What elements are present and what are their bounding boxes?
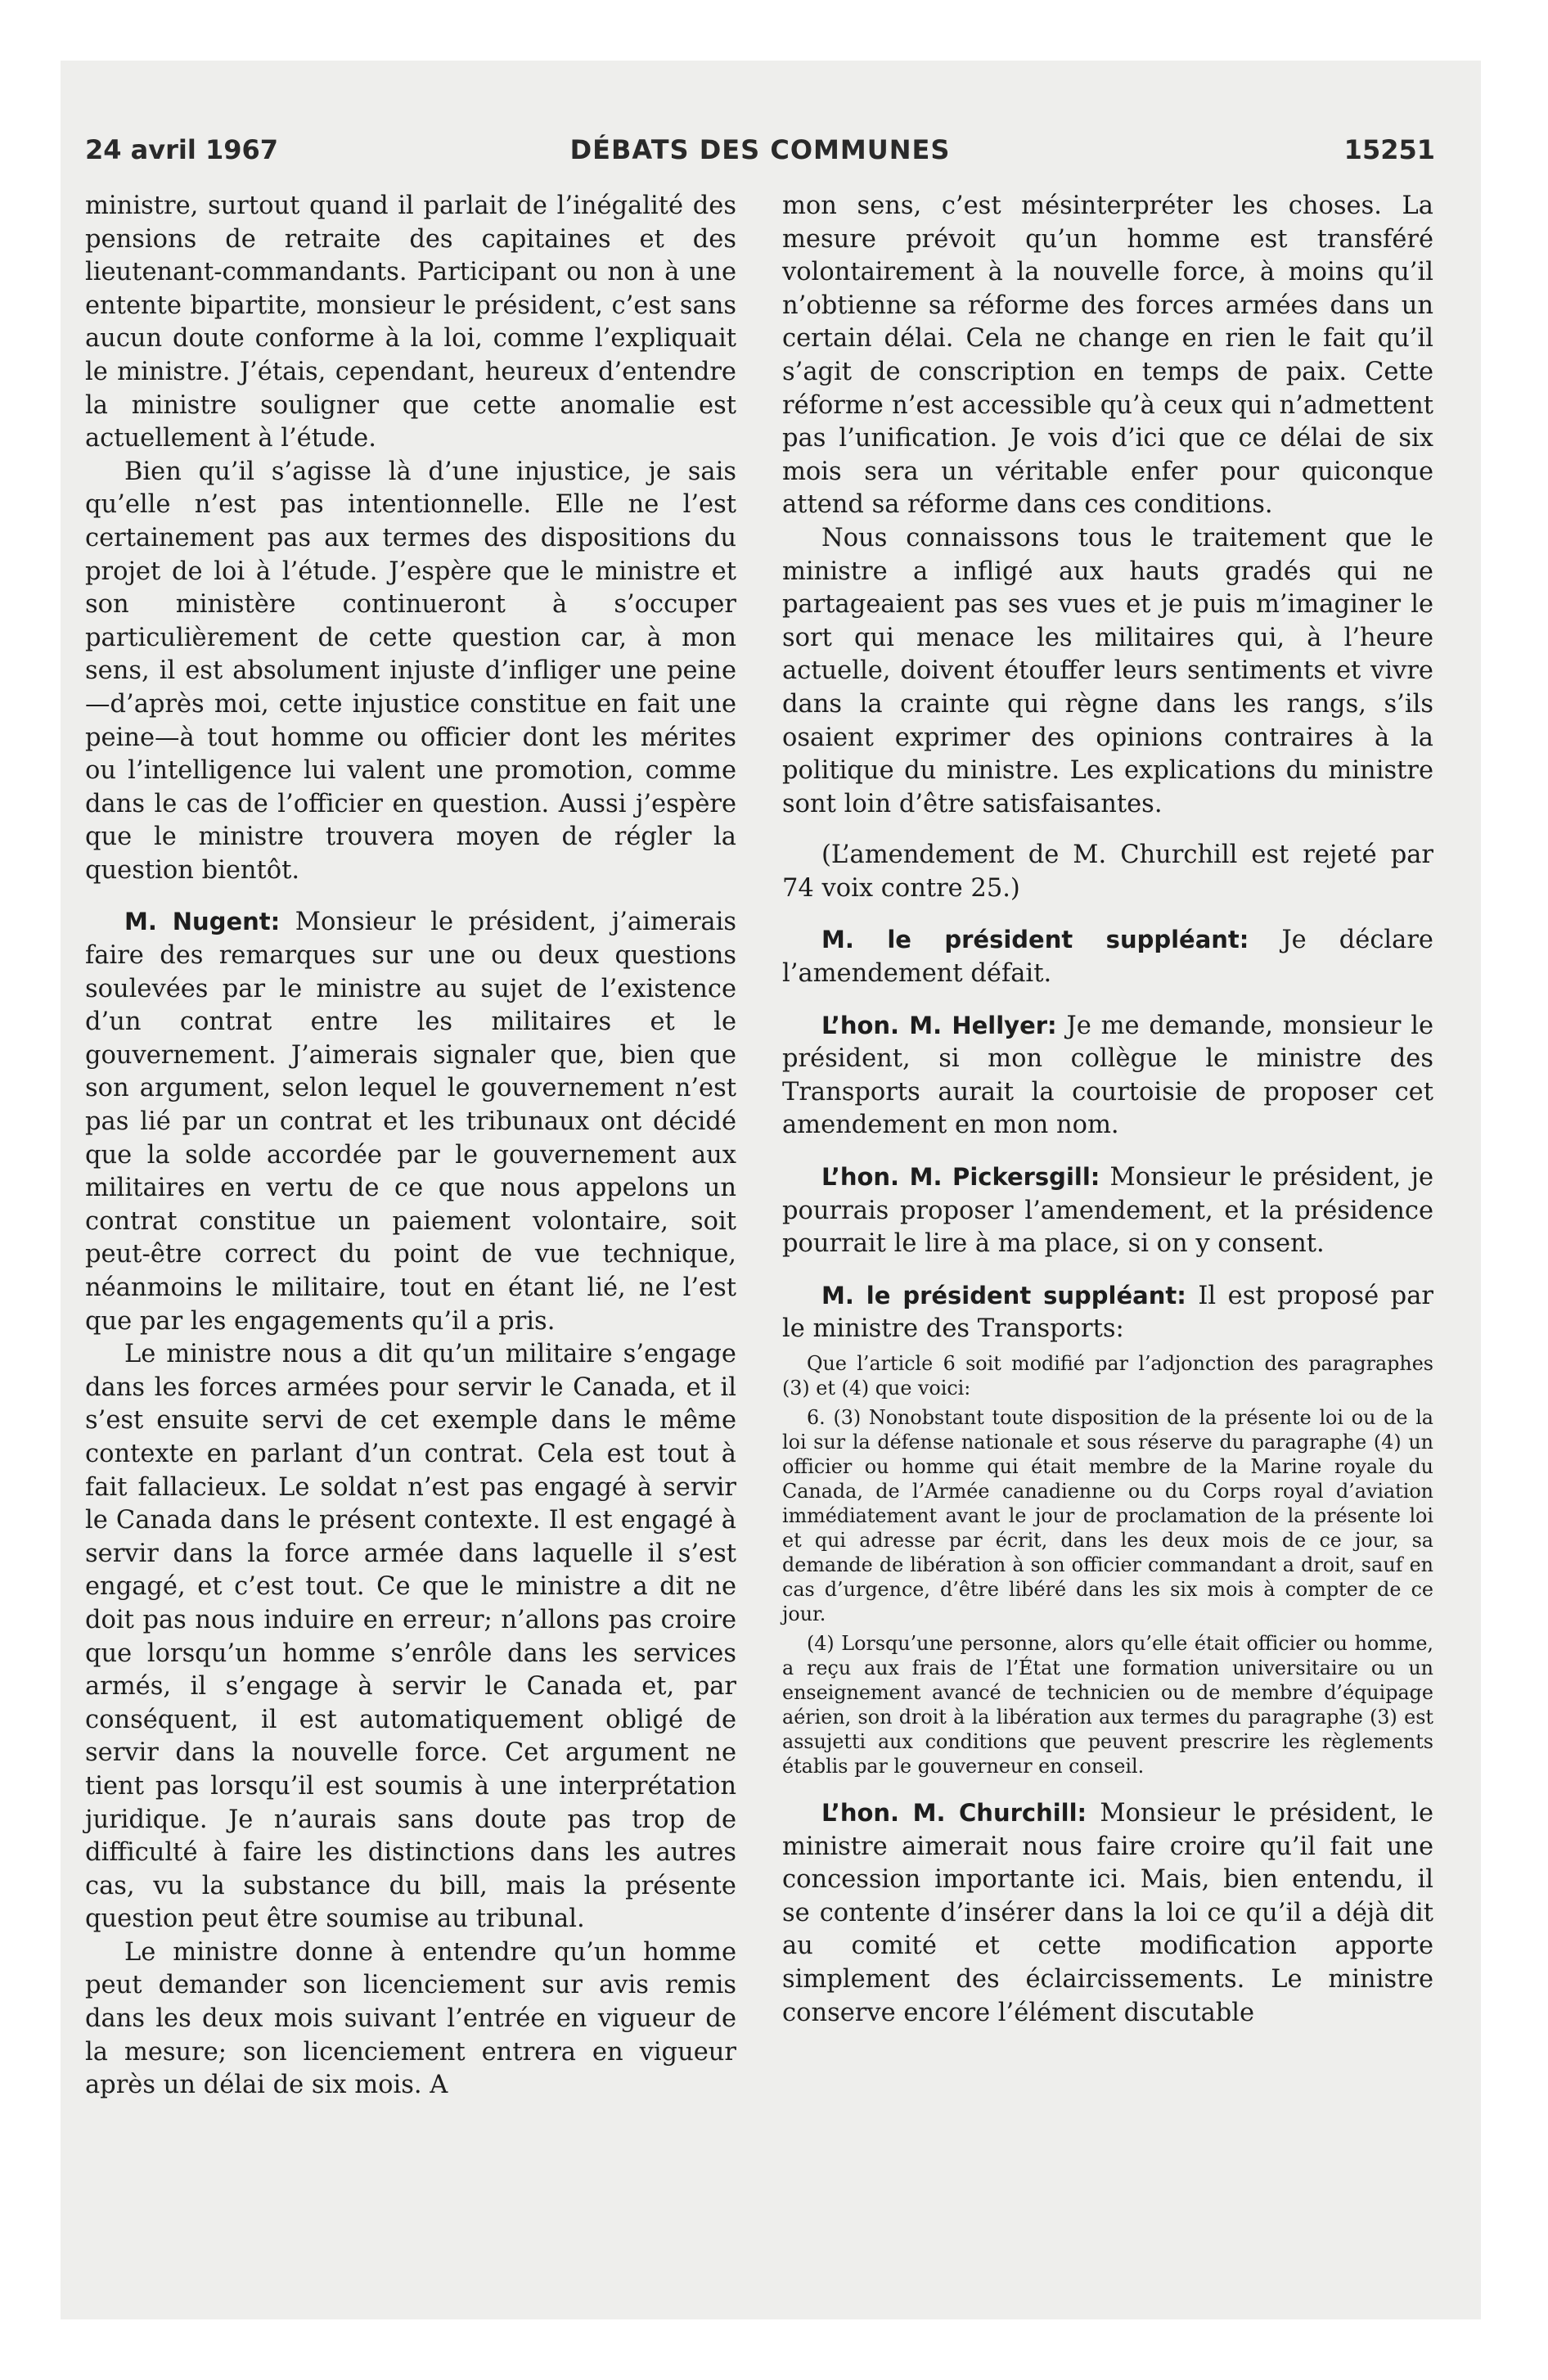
paragraph: Bien qu’il s’agisse là d’une injustice, je sais qu’elle n’est pas intentionnelle. Elle ne l’est certainement pas aux termes des dispositions du projet de loi à l’étude. J’espère que le ministre et son ministère continueront à s’occuper particulièrement de cette question car, à mon sens, il est absolument injuste d’infliger une peine—d’après moi, cette injustice constitue en fait une peine—à tout homme ou officier dont les mérites ou l’intelligence lui valent une promotion, comme dans le cas de l’officier en question. Aussi j’espère que le ministre trouvera moyen de régler la question bientôt. <box>85 457 736 885</box>
speaker-name: L’hon. M. Pickersgill: <box>821 1163 1100 1192</box>
header-date: 24 avril 1967 <box>85 134 279 165</box>
vote-result: (L’amendement de M. Churchill est rejeté par 74 voix contre 25.) <box>782 841 1433 903</box>
speech-text: Je déclare l’amendement défait. <box>782 926 1433 989</box>
speech-text: Monsieur le président, je pourrais proposer l’amendement, et la présidence pourrait le lire à ma place, si on y consent. <box>782 1163 1433 1259</box>
paragraph: Le ministre nous a dit qu’un militaire s’engage dans les forces armées pour servir le Canada, et il s’est ensuite servi de cet exemple dans le même contexte en parlant d’un contrat. Cela est tout à fait fallacieux. Le soldat n’est pas engagé à servir le Canada dans le présent contexte. Il est engagé à servir dans la force armée dans laquelle il s’est engagé, et c’est tout. Ce que le ministre a dit ne doit pas nous induire en erreur; n’allons pas croire que lorsqu’un homme s’enrôle dans les services armés, il s’engage à servir le Canada et, par conséquent, il est automatiquement obligé de servir dans la nouvelle force. Cet argument ne tient pas lorsqu’il est soumis à une interprétation juridique. Je n’aurais sans doute pas trop de difficulté à faire les distinctions dans les autres cas, vu la substance du bill, mais la présente question peut être soumise au tribunal. <box>85 1340 736 1934</box>
speaker-name: M. Nugent: <box>124 908 281 936</box>
speech-text: Monsieur le président, le ministre aimerait nous faire croire qu’il fait une concession importante ici. Mais, bien entendu, il se contente d’insérer dans la loi ce qu’il a déjà dit au comité et cette modification apporte simplement des éclaircissements. Le ministre conserve encore l’élément discutable <box>782 1799 1433 2027</box>
paragraph: ministre, surtout quand il parlait de l’inégalité des pensions de retraite des capitaines et des lieutenant-commandants. Participant ou non à une entente bipartite, monsieur le président, c’est sans aucun doute conforme à la loi, comme l’expliquait le ministre. J’étais, cependant, heureux d’entendre la ministre souligner que cette anomalie est actuellement à l’étude. <box>85 192 736 453</box>
speaker-name: M. le président suppléant: <box>821 926 1249 954</box>
header-title: DÉBATS DES COMMUNES <box>569 134 951 165</box>
speech-text: Il est proposé par le ministre des Transports: <box>782 1281 1433 1344</box>
speech <box>85 905 736 1338</box>
speaker-name: L’hon. M. Churchill: <box>821 1799 1087 1827</box>
motion-paragraph: 6. (3) Nonobstant toute disposition de la présente loi ou de la loi sur la défense nationale et sous réserve du paragraphe (4) un officier ou homme qui était membre de la Marine royale du Canada, de l’Armée canadienne ou du Corps royal d’aviation immédiatement avant le jour de proclamation de la présente loi et qui adresse par écrit, dans les deux mois de ce jour, sa demande de libération à son officier commandant a droit, sauf en cas d’urgence, d’être libéré dans les six mois à compter de ce jour. <box>782 1406 1433 1625</box>
speech <box>782 923 1433 990</box>
speech <box>782 1279 1433 1346</box>
left-column <box>85 190 736 2103</box>
speech <box>782 1009 1433 1143</box>
speaker-name: M. le président suppléant: <box>821 1281 1186 1309</box>
paragraph: Le ministre donne à entendre qu’un homme peut demander son licenciement sur avis remis dans les deux mois suivant l’entrée en vigueur de la mesure; son licenciement entrera en vigueur après un délai de six mois. A <box>85 1937 736 2100</box>
motion-paragraph: (4) Lorsqu’une personne, alors qu’elle était officier ou homme, a reçu aux frais de l’État une formation universitaire ou un enseignement avancé de technicien ou de membre d’équipage aérien, son droit à la libération aux termes du paragraphe (3) est assujetti aux conditions que peuvent prescrire les règlements établis par le gouverneur en conseil. <box>782 1632 1433 1778</box>
page-header <box>85 134 1435 175</box>
speech-text: Je me demande, monsieur le président, si mon collègue le ministre des Transports aurait la courtoisie de proposer cet amendement en mon nom. <box>782 1011 1434 1140</box>
page-number: 15251 <box>1343 134 1435 165</box>
right-column <box>782 190 1433 2030</box>
paragraph: mon sens, c’est mésinterpréter les choses. La mesure prévoit qu’un homme est transféré volontairement à la nouvelle force, à moins qu’il n’obtienne sa réforme des forces armées dans un certain délai. Cela ne change en rien le fait qu’il s’agit de conscription en temps de paix. Cette réforme n’est accessible qu’à ceux qui n’admettent pas l’unification. Je vois d’ici que ce délai de six mois sera un véritable enfer pour quiconque attend sa réforme dans ces conditions. <box>782 192 1433 520</box>
motion-paragraph: Que l’article 6 soit modifié par l’adjonction des paragraphes (3) et (4) que voici: <box>782 1352 1433 1400</box>
speech <box>782 1796 1433 2030</box>
motion-text <box>782 1351 1433 1778</box>
paragraph: Nous connaissons tous le traitement que le ministre a infligé aux hauts gradés qui ne partageaient pas ses vues et je puis m’imaginer le sort qui menace les militaires qui, à l’heure actuelle, doivent étouffer leurs sentiments et vivre dans la crainte qui règne dans les rangs, s’ils osaient exprimer des opinions contraires à la politique du ministre. Les explications du ministre sont loin d’être satisfaisantes. <box>782 523 1433 818</box>
speaker-name: L’hon. M. Hellyer: <box>821 1011 1057 1039</box>
speech-text: Monsieur le président, j’aimerais faire des remarques sur une ou deux questions soulevées par le ministre au sujet de l’existence d’un contrat entre les militaires et le gouvernement. J’aimerais signaler que, bien que son argument, selon lequel le gouvernement n’est pas lié par un contrat et les tribunaux ont décidé que la solde accordée par le gouvernement aux militaires en vertu de ce que nous appelons un contrat constitue un paiement volontaire, soit peut-être correct du point de vue technique, néanmoins le militaire, tout en étant lié, ne l’est que par les engagements qu’il a pris. <box>85 908 736 1336</box>
speech <box>782 1161 1433 1261</box>
